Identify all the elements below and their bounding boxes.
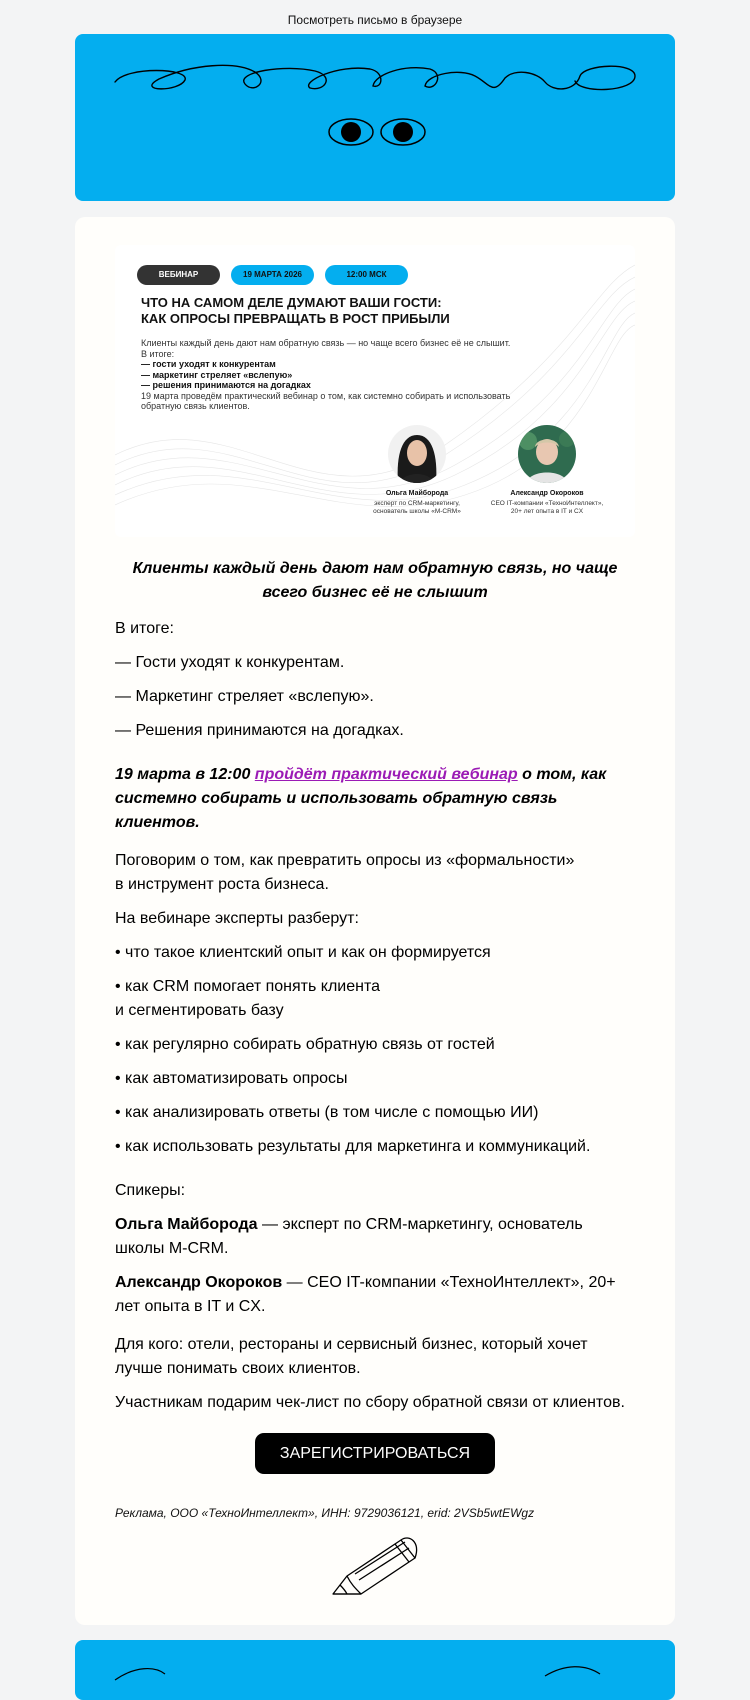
footer-band — [75, 1640, 675, 1700]
result-item: — Маркетинг стреляет «вслепую». — [115, 688, 374, 705]
speaker1-avatar — [388, 425, 446, 483]
speaker2-card-desc: CEO IT-компании «ТехноИнтеллект», 20+ лет опыта в IT и CX — [490, 500, 604, 515]
topic-item: • что такое клиентский опыт и как он формируется — [115, 944, 491, 961]
webinar-link[interactable]: пройдёт практический вебинар — [254, 766, 518, 783]
header-banner — [75, 34, 675, 201]
pill-time: 12:00 МСК — [325, 265, 408, 285]
view-in-browser-link[interactable]: Посмотреть письмо в браузере — [287, 13, 463, 27]
pill-webinar: ВЕБИНАР — [137, 265, 220, 285]
speaker2-card-name: Александр Окороков — [510, 490, 584, 497]
in-result-label: В итоге: — [115, 620, 174, 637]
footer-logo-icon — [75, 1640, 675, 1700]
talk-paragraph: Поговорим о том, как превратить опросы из «формальности» в инструмент роста бизнеса. — [115, 852, 575, 893]
banner-text: Клиенты каждый день дают нам обратную связь — но чаще всего бизнес её не слышит. В итоге: — гости уходят к конкурентам — маркетинг стреляет «вслепую» — решения принимаются на догадках 19 марта проведём практический вебинар о том, как системно собирать и использовать обратную связь клиентов. — [141, 338, 511, 411]
experts-intro: На вебинаре эксперты разберут: — [115, 910, 359, 927]
speakers-label: Спикеры: — [115, 1182, 186, 1199]
topic-item: • как использовать результаты для маркетинга и коммуникаций. — [115, 1138, 591, 1155]
pill-date: 19 МАРТА 2026 — [231, 265, 314, 285]
topic-item: • как регулярно собирать обратную связь от гостей — [115, 1036, 495, 1053]
speaker1-info: Ольга Майборода — эксперт по CRM-маркетингу, основатель школы M-CRM. — [115, 1216, 583, 1257]
speaker2-avatar — [518, 425, 576, 483]
topic-item: • как CRM помогает понять клиента и сегментировать базу — [115, 978, 381, 1019]
webinar-announcement: 19 марта в 12:00 пройдёт практический вебинар о том, как системно собирать и использовать обратную связь клиентов. — [115, 766, 607, 831]
topic-item: • как анализировать ответы (в том числе с помощью ИИ) — [115, 1104, 539, 1121]
result-item: — Решения принимаются на догадках. — [115, 722, 404, 739]
brand-logo-icon — [75, 34, 675, 201]
email-body-card — [75, 217, 675, 1625]
register-button[interactable]: ЗАРЕГИСТРИРОВАТЬСЯ — [255, 1433, 495, 1474]
gift-text: Участникам подарим чек-лист по сбору обратной связи от клиентов. — [115, 1394, 625, 1411]
lead-text: Клиенты каждый день дают нам обратную связь, но чаще всего бизнес её не слышит — [132, 560, 618, 601]
speaker1-card-name: Ольга Майборода — [385, 490, 449, 497]
audience-text: Для кого: отели, рестораны и сервисный бизнес, который хочет лучше понимать своих клиентов. — [115, 1336, 588, 1377]
result-item: — Гости уходят к конкурентам. — [115, 654, 345, 671]
banner-title: ЧТО НА САМОМ ДЕЛЕ ДУМАЮТ ВАШИ ГОСТИ: КАК ОПРОСЫ ПРЕВРАЩАТЬ В РОСТ ПРИБЫЛИ — [141, 295, 450, 326]
webinar-banner — [115, 245, 635, 537]
speaker1-card-desc: эксперт по CRM-маркетингу, основатель школы «M-CRM» — [373, 500, 461, 515]
pencil-icon — [325, 1532, 425, 1602]
ad-disclaimer: Реклама, ООО «ТехноИнтеллект», ИНН: 9729036121, erid: 2VSb5wtEWgz — [115, 1506, 535, 1520]
speaker2-info: Александр Окороков — CEO IT-компании «ТехноИнтеллект», 20+ лет опыта в IT и CX. — [115, 1274, 616, 1315]
topic-item: • как автоматизировать опросы — [115, 1070, 348, 1087]
